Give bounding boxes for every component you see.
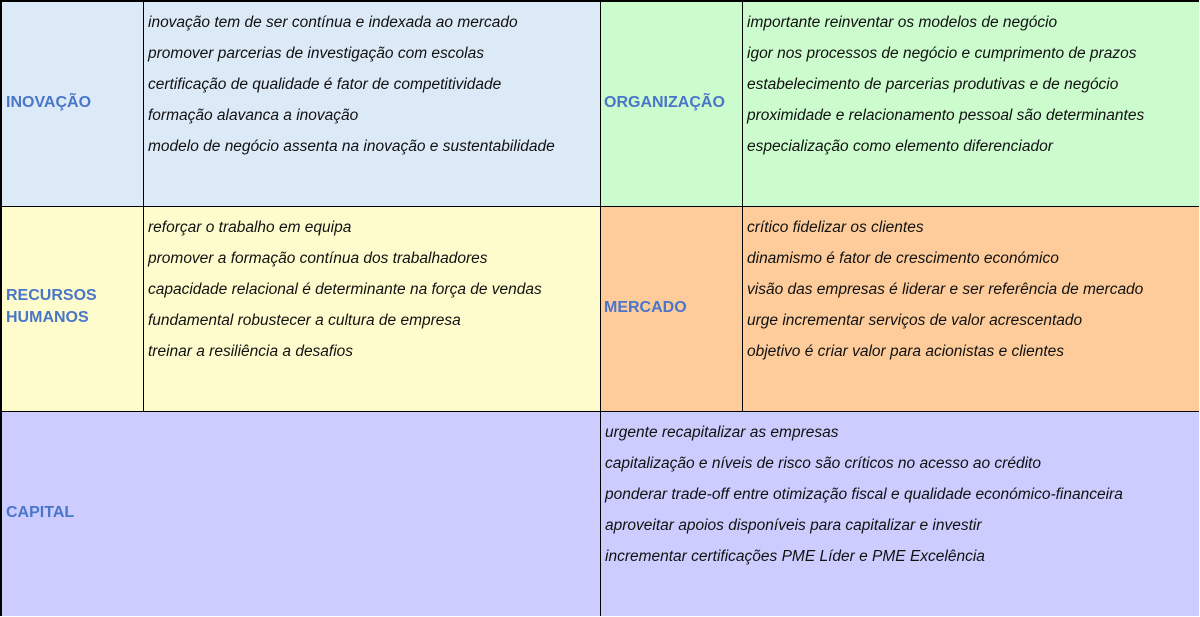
organizacao-heading xyxy=(600,92,746,114)
inovacao-heading xyxy=(2,92,147,114)
list-item: ponderar trade-off entre otimização fiscal e qualidade económico-financeira xyxy=(605,486,1123,503)
list-item: treinar a resiliência a desafios xyxy=(148,343,354,360)
organizacao-heading-text: ORGANIZAÇÃO xyxy=(604,94,725,111)
recursos-humanos-heading-line2: HUMANOS xyxy=(6,309,89,326)
list-item: estabelecimento de parcerias produtivas e de negócio xyxy=(747,76,1119,93)
list-item: importante reinventar os modelos de negócio xyxy=(747,14,1058,31)
list-item: formação alavanca a inovação xyxy=(148,107,359,124)
list-item: inovação tem de ser contínua e indexada ao mercado xyxy=(148,14,518,31)
list-item: promover parcerias de investigação com escolas xyxy=(148,45,484,62)
list-item: capitalização e níveis de risco são críticos no acesso ao crédito xyxy=(605,455,1041,472)
capital-heading-text: CAPITAL xyxy=(6,504,75,521)
inovacao-heading-text: INOVAÇÃO xyxy=(6,94,92,111)
list-item: visão das empresas é liderar e ser referência de mercado xyxy=(747,281,1144,298)
list-item: incrementar certificações PME Líder e PME Excelência xyxy=(605,548,985,565)
list-item: crítico fidelizar os clientes xyxy=(747,219,924,236)
list-item: especialização como elemento diferenciador xyxy=(747,138,1053,155)
list-item: urgente recapitalizar as empresas xyxy=(605,424,839,441)
list-item: urge incrementar serviços de valor acrescentado xyxy=(747,312,1083,329)
list-item: certificação de qualidade é fator de competitividade xyxy=(148,76,502,93)
list-item: capacidade relacional é determinante na força de vendas xyxy=(148,281,542,298)
recursos-humanos-heading xyxy=(2,285,147,329)
mercado-heading xyxy=(600,297,746,319)
mercado-heading-text: MERCADO xyxy=(604,299,687,316)
capital-heading xyxy=(2,502,206,524)
list-item: modelo de negócio assenta na inovação e sustentabilidade xyxy=(148,138,555,155)
mercado-list xyxy=(743,207,1199,372)
list-item: reforçar o trabalho em equipa xyxy=(148,219,352,236)
inovacao-list xyxy=(144,2,600,167)
list-item: proximidade e relacionamento pessoal são determinantes xyxy=(747,107,1145,124)
recursos-humanos-heading-line1: RECURSOS xyxy=(6,287,97,304)
recursos-humanos-list xyxy=(144,207,600,372)
list-item: fundamental robustecer a cultura de empresa xyxy=(148,312,461,329)
list-item: igor nos processos de negócio e cumprimento de prazos xyxy=(747,45,1137,62)
list-item: objetivo é criar valor para acionistas e clientes xyxy=(747,343,1065,360)
organizacao-list xyxy=(743,2,1199,167)
list-item: aproveitar apoios disponíveis para capitalizar e investir xyxy=(605,517,982,534)
capital-list xyxy=(601,412,1199,577)
list-item: dinamismo é fator de crescimento económico xyxy=(747,250,1059,267)
list-item: promover a formação contínua dos trabalhadores xyxy=(148,250,488,267)
